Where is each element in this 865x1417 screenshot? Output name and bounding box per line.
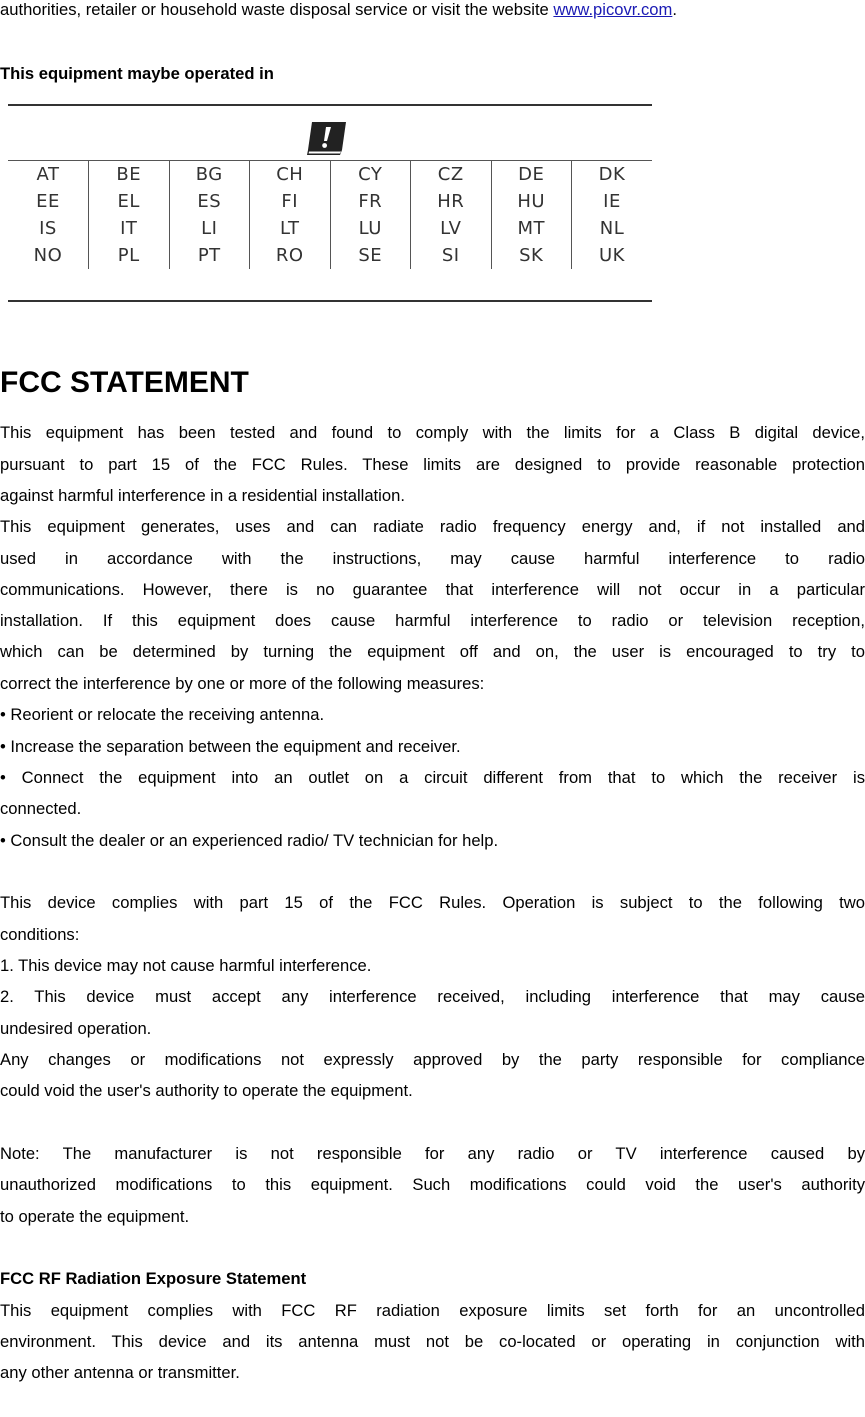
country-code: UK <box>572 242 653 269</box>
country-code: FI <box>250 188 331 215</box>
intro-text: authorities, retailer or household waste disposal service or visit the website <box>0 0 554 19</box>
country-code: RO <box>250 242 331 269</box>
country-code: LV <box>411 215 492 242</box>
condition-1: 1. This device may not cause harmful interference. <box>0 956 372 975</box>
country-code: IT <box>89 215 170 242</box>
country-code: EE <box>36 191 60 212</box>
country-code: PT <box>169 242 250 269</box>
website-link[interactable]: www.picovr.com <box>553 0 673 19</box>
condition-2-cont: undesired operation. <box>0 1019 152 1038</box>
country-code: DK <box>572 161 653 189</box>
p2-line-4: installation. If this equipment does cause harmful interference to radio or television reception, <box>0 611 865 630</box>
bottom-divider <box>8 300 652 302</box>
note-line-3: to operate the equipment. <box>0 1207 190 1226</box>
country-code: BG <box>169 161 250 189</box>
country-code: LT <box>250 215 331 242</box>
country-code: HU <box>491 188 572 215</box>
country-code: HR <box>411 188 492 215</box>
country-code: AT <box>8 161 89 189</box>
top-divider <box>8 104 652 106</box>
country-table <box>8 160 652 269</box>
country-code: CZ <box>411 161 492 189</box>
rf-line-3: any other antenna or transmitter. <box>0 1363 240 1382</box>
country-code: CY <box>330 161 411 189</box>
p2-line-6: correct the interference by one or more of the following measures: <box>0 674 485 693</box>
condition-2: 2. This device must accept any interference received, including interference that may cause <box>0 987 865 1006</box>
rf-line-2: environment. This device and its antenna must not be co-located or operating in conjunction with <box>0 1332 865 1351</box>
bullet-3: • Connect the equipment into an outlet on a circuit different from that to which the receiver is <box>0 768 865 787</box>
country-code: SI <box>411 242 492 269</box>
country-code: EL <box>89 188 170 215</box>
note-line-2: unauthorized modifications to this equipment. Such modifications could void the user's authority <box>0 1175 865 1194</box>
country-row <box>8 242 652 269</box>
country-code: DE <box>491 161 572 189</box>
p3-line-1: This device complies with part 15 of the FCC Rules. Operation is subject to the following two <box>0 893 865 912</box>
operated-in-heading: This equipment maybe operated in <box>0 64 274 83</box>
caution-book-icon <box>302 116 350 160</box>
country-row <box>8 161 652 189</box>
rf-line-1: This equipment complies with FCC RF radiation exposure limits set forth for an uncontrolled <box>0 1301 865 1320</box>
country-code: PL <box>89 242 170 269</box>
country-code: MT <box>491 215 572 242</box>
intro-suffix: . <box>672 0 677 19</box>
p2-line-5: which can be determined by turning the equipment off and on, the user is encouraged to try to <box>0 642 865 661</box>
fcc-statement-title: FCC STATEMENT <box>0 366 249 399</box>
country-code: NO <box>33 245 63 266</box>
country-code: ES <box>169 188 250 215</box>
country-code: BE <box>89 161 170 189</box>
country-restriction-figure <box>8 104 652 304</box>
p3-line-2: conditions: <box>0 925 80 944</box>
country-code: SE <box>330 242 411 269</box>
p1-line-3: against harmful interference in a residential installation. <box>0 486 405 505</box>
p2-line-2: used in accordance with the instructions, may cause harmful interference to radio <box>0 549 865 568</box>
country-code: LI <box>169 215 250 242</box>
changes-line-2: could void the user's authority to operate the equipment. <box>0 1081 413 1100</box>
country-code: NL <box>572 215 653 242</box>
country-code: IS <box>39 218 57 239</box>
p1-line-1: This equipment has been tested and found to comply with the limits for a Class B digital device, <box>0 423 865 442</box>
country-row <box>8 215 652 242</box>
p2-line-3: communications. However, there is no guarantee that interference will not occur in a particular <box>0 580 865 599</box>
country-code: CH <box>250 161 331 189</box>
bullet-2: • Increase the separation between the equipment and receiver. <box>0 737 461 756</box>
rf-heading: FCC RF Radiation Exposure Statement <box>0 1269 307 1288</box>
p1-line-2: pursuant to part 15 of the FCC Rules. These limits are designed to provide reasonable protection <box>0 455 865 474</box>
bullet-4: • Consult the dealer or an experienced radio/ TV technician for help. <box>0 831 499 850</box>
country-row <box>8 188 652 215</box>
bullet-1: • Reorient or relocate the receiving antenna. <box>0 705 325 724</box>
country-code: FR <box>330 188 411 215</box>
note-line-1: Note: The manufacturer is not responsible for any radio or TV interference caused by <box>0 1144 865 1163</box>
country-code: IE <box>572 188 653 215</box>
country-code: SK <box>491 242 572 269</box>
bullet-3-cont: connected. <box>0 799 82 818</box>
p2-line-1: This equipment generates, uses and can radiate radio frequency energy and, if not installed and <box>0 517 865 536</box>
intro-line <box>0 0 865 23</box>
country-code: LU <box>330 215 411 242</box>
changes-line-1: Any changes or modifications not expressly approved by the party responsible for compliance <box>0 1050 865 1069</box>
